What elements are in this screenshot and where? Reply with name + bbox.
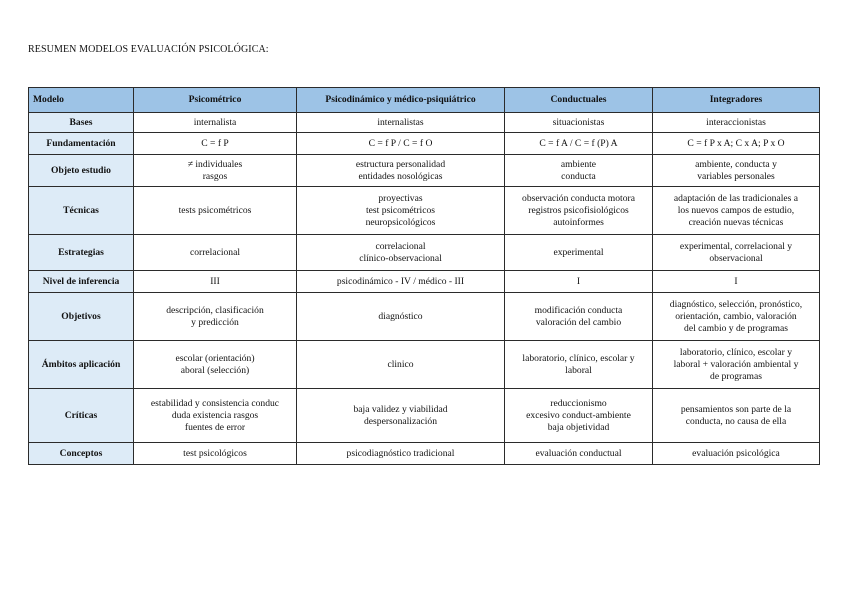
cell-line: estabilidad y consistencia conduc xyxy=(150,397,280,409)
table-cell xyxy=(297,113,505,133)
table-cell xyxy=(297,443,505,465)
row-header: Estrategias xyxy=(29,235,134,271)
cell-line: laboratorio, clínico, escolar y xyxy=(679,346,793,358)
cell-line: excesivo conduct-ambiente xyxy=(526,409,631,421)
cell-line: evaluación psicológica xyxy=(692,447,780,459)
table-cell xyxy=(653,187,820,235)
cell-line: C = f P x A; C x A; P x O xyxy=(687,137,785,149)
table-cell xyxy=(653,235,820,271)
document-title: RESUMEN MODELOS EVALUACIÓN PSICOLÓGICA: xyxy=(28,44,269,55)
cell-line: aboral (selección) xyxy=(180,364,250,376)
table-cell xyxy=(505,187,653,235)
table-cell xyxy=(653,341,820,389)
cell-line: rasgos xyxy=(202,170,228,182)
table-row xyxy=(29,271,820,293)
table-cell xyxy=(505,293,653,341)
cell-line: evaluación conductual xyxy=(535,447,622,459)
table-cell xyxy=(134,293,297,341)
header-corner: Modelo xyxy=(29,88,134,113)
cell-line: ambiente, conducta y xyxy=(695,158,777,170)
table-cell xyxy=(505,271,653,293)
table-row xyxy=(29,293,820,341)
table-cell xyxy=(297,155,505,187)
table-row xyxy=(29,235,820,271)
cell-line: entidades nosológicas xyxy=(358,170,443,182)
cell-line: laboral + valoración ambiental y xyxy=(673,358,799,370)
cell-line: internalista xyxy=(193,116,237,128)
cell-line: laboral xyxy=(565,364,592,376)
cell-line: clinico xyxy=(387,358,414,370)
column-header: Psicométrico xyxy=(134,88,297,113)
cell-line: escolar (orientación) xyxy=(175,352,255,364)
table-cell xyxy=(134,155,297,187)
cell-line: I xyxy=(576,275,581,287)
table-row xyxy=(29,113,820,133)
cell-line: pensamientos son parte de la xyxy=(680,403,792,415)
cell-line: del cambio y de programas xyxy=(684,322,788,334)
cell-line: reduccionismo xyxy=(550,397,607,409)
table-cell xyxy=(653,113,820,133)
table-row xyxy=(29,389,820,443)
table-cell xyxy=(297,293,505,341)
cell-line: registros psicofisiológicos xyxy=(528,204,629,216)
cell-line: interaccionistas xyxy=(706,116,766,128)
cell-line: test psicométricos xyxy=(365,204,435,216)
table-cell xyxy=(297,389,505,443)
table-cell xyxy=(134,133,297,155)
table-cell xyxy=(653,271,820,293)
cell-line: III xyxy=(210,275,220,287)
cell-line: conducta xyxy=(561,170,596,182)
row-header: Objeto estudio xyxy=(29,155,134,187)
cell-line: correlacional xyxy=(375,240,426,252)
table-cell xyxy=(505,133,653,155)
table-cell xyxy=(653,293,820,341)
cell-line: internalistas xyxy=(377,116,424,128)
column-header: Conductuales xyxy=(505,88,653,113)
row-header: Nivel de inferencia xyxy=(29,271,134,293)
table-cell xyxy=(297,271,505,293)
table-cell xyxy=(297,235,505,271)
table-row xyxy=(29,187,820,235)
row-header: Objetivos xyxy=(29,293,134,341)
table-cell xyxy=(134,187,297,235)
table-cell xyxy=(505,443,653,465)
table-cell xyxy=(505,341,653,389)
cell-line: experimental, correlacional y xyxy=(679,240,793,252)
summary-table xyxy=(28,87,820,465)
cell-line: adaptación de las tradicionales a xyxy=(673,192,799,204)
cell-line: ambiente xyxy=(560,158,597,170)
cell-line: psicodiagnóstico tradicional xyxy=(346,447,455,459)
table-cell xyxy=(134,341,297,389)
table-cell xyxy=(134,235,297,271)
cell-line: ≠ individuales xyxy=(187,158,243,170)
row-header: Técnicas xyxy=(29,187,134,235)
cell-line: test psicológicos xyxy=(183,447,247,459)
table-cell xyxy=(505,155,653,187)
cell-line: fuentes de error xyxy=(184,421,246,433)
row-header: Bases xyxy=(29,113,134,133)
table-cell xyxy=(297,187,505,235)
cell-line: experimental xyxy=(553,246,604,258)
table-row xyxy=(29,443,820,465)
cell-line: despersonalización xyxy=(364,415,437,427)
column-header: Psicodinámico y médico-psiquiátrico xyxy=(297,88,505,113)
cell-line: laboratorio, clínico, escolar y xyxy=(522,352,635,364)
cell-line: variables personales xyxy=(697,170,775,182)
column-header: Integradores xyxy=(653,88,820,113)
cell-line: baja validez y viabilidad xyxy=(353,403,448,415)
cell-line: creación nuevas técnicas xyxy=(688,216,784,228)
table-cell xyxy=(297,133,505,155)
cell-line: tests psicométricos xyxy=(178,204,252,216)
cell-line: C = f A / C = f (P) A xyxy=(539,137,618,149)
row-header: Ámbitos aplicación xyxy=(29,341,134,389)
table-cell xyxy=(653,133,820,155)
cell-line: diagnóstico, selección, pronóstico, xyxy=(669,298,803,310)
table-cell xyxy=(134,389,297,443)
row-header: Conceptos xyxy=(29,443,134,465)
table-cell xyxy=(505,389,653,443)
cell-line: clínico-observacional xyxy=(359,252,442,264)
cell-line: observación conducta motora xyxy=(522,192,635,204)
cell-line: estructura personalidad xyxy=(355,158,446,170)
cell-line: autoinformes xyxy=(553,216,604,228)
cell-line: modificación conducta xyxy=(534,304,623,316)
table-row xyxy=(29,341,820,389)
table-cell xyxy=(505,235,653,271)
cell-line: duda existencia rasgos xyxy=(171,409,259,421)
cell-line: psicodinámico - IV / médico - III xyxy=(336,275,465,287)
table-cell xyxy=(653,155,820,187)
table-cell xyxy=(653,443,820,465)
cell-line: C = f P xyxy=(201,137,229,149)
table-cell xyxy=(134,271,297,293)
table-cell xyxy=(134,443,297,465)
cell-line: situacionistas xyxy=(552,116,605,128)
cell-line: C = f P / C = f O xyxy=(368,137,433,149)
cell-line: diagnóstico xyxy=(378,310,423,322)
cell-line: baja objetividad xyxy=(547,421,610,433)
cell-line: valoración del cambio xyxy=(535,316,622,328)
row-header: Críticas xyxy=(29,389,134,443)
row-header: Fundamentación xyxy=(29,133,134,155)
table-cell xyxy=(505,113,653,133)
cell-line: descripción, clasificación xyxy=(166,304,264,316)
cell-line: observacional xyxy=(709,252,763,264)
cell-line: orientación, cambio, valoración xyxy=(675,310,797,322)
cell-line: neuropsicológicos xyxy=(365,216,436,228)
cell-line: de programas xyxy=(710,370,762,382)
cell-line: conducta, no causa de ella xyxy=(685,415,787,427)
cell-line: y predicción xyxy=(191,316,239,328)
cell-line: los nuevos campos de estudio, xyxy=(677,204,795,216)
table-cell xyxy=(134,113,297,133)
cell-line: I xyxy=(734,275,738,287)
table-row xyxy=(29,155,820,187)
cell-line: correlacional xyxy=(189,246,241,258)
cell-line: proyectivas xyxy=(378,192,423,204)
table-cell xyxy=(297,341,505,389)
table-header-row xyxy=(29,88,820,113)
table-cell xyxy=(653,389,820,443)
table-row xyxy=(29,133,820,155)
